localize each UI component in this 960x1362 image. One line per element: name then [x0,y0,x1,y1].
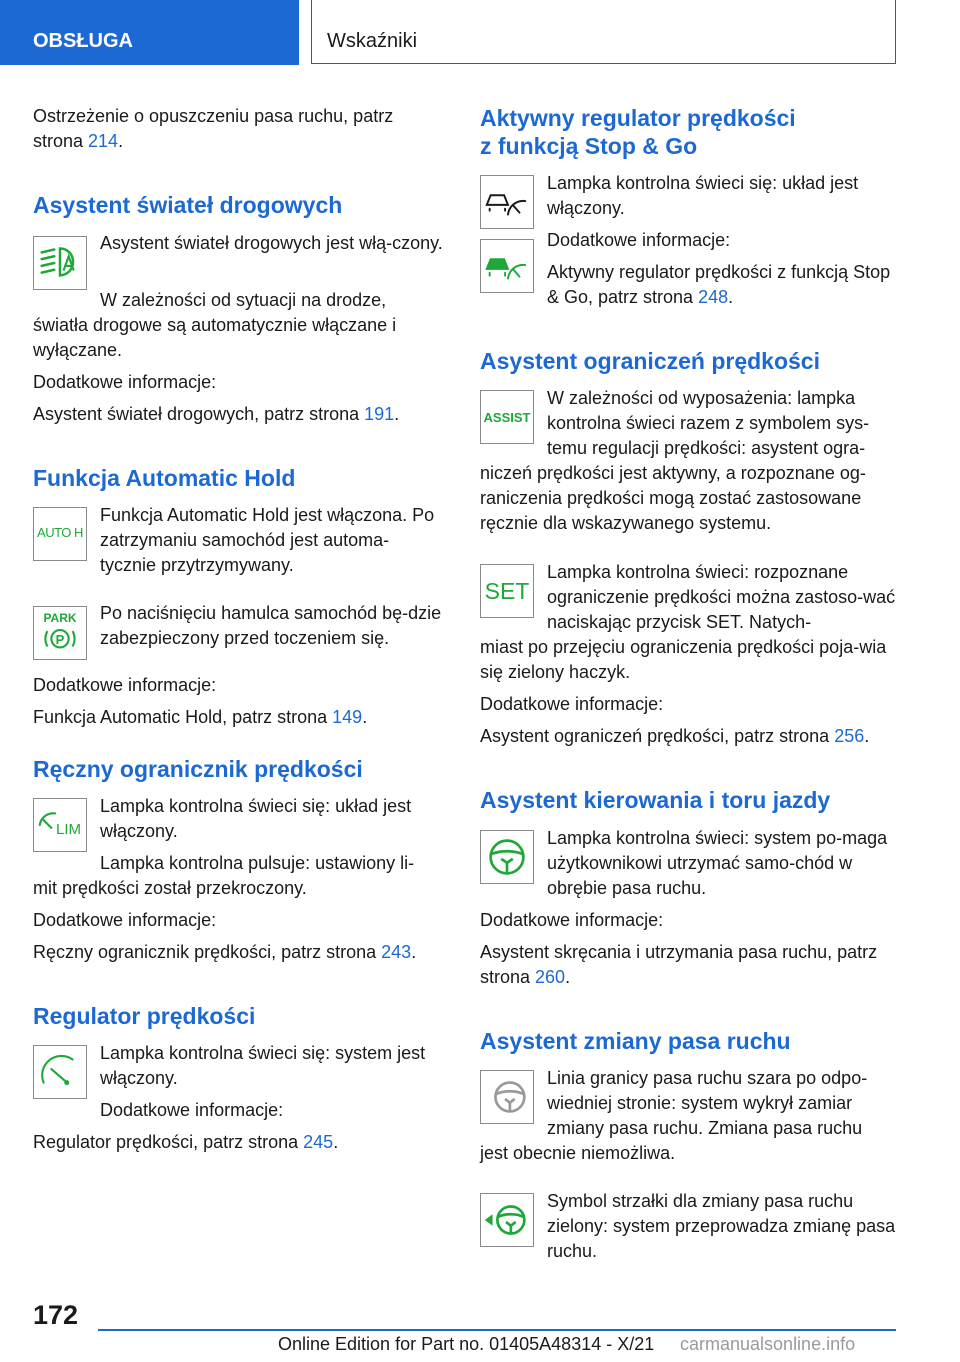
page-link[interactable]: 149 [332,707,363,727]
auto-hold-p1: Funkcja Automatic Hold jest włączona. Po zatrzymaniu samochód jest automa‐tycznie przytrzymywany. [100,505,435,575]
steering-more: Dodatkowe informacje: [480,910,664,930]
chapter-box [311,0,896,64]
page-number: 172 [33,1300,79,1330]
cruise-p1: Lampka kontrolna świeci się: system jest włączony. [100,1043,426,1088]
high-beam-p2b: światła drogowe są automatycznie włączane i wyłączane. [33,315,397,360]
manual-limiter-ref: Ręczny ogranicznik prędkości, patrz strona 243. [33,942,417,962]
section-heading-limit-assist: Asystent ograniczeń prędkości [480,348,820,374]
section-heading-steering: Asystent kierowania i toru jazdy [480,787,831,813]
chapter-title: Wskaźniki [327,30,418,52]
limit-assist-p2b: miast po przejęciu ograniczenia prędkości poja‐wia się zielony haczyk. [480,637,887,682]
manual-limiter-p2a: Lampka kontrolna pulsuje: ustawiony li‐ [100,853,415,873]
auto-hold-ref: Funkcja Automatic Hold, patrz strona 149. [33,707,368,727]
set-icon: SET [480,564,534,618]
park-brake-icon: PARK P [33,606,87,660]
steering-p1: Lampka kontrolna świeci: system po‐maga użytkownikowi utrzymać samo‐chód w obrębie pasa ruchu. [547,828,888,898]
cruise-more: Dodatkowe informacje: [100,1100,284,1120]
section-heading-manual-limiter: Ręczny ogranicznik prędkości [33,756,363,782]
section-heading-high-beam: Asystent świateł drogowych [33,192,343,218]
speed-limiter-icon: LIM [33,798,87,852]
acc-more: Dodatkowe informacje: [547,230,731,250]
manual-limiter-more: Dodatkowe informacje: [33,910,217,930]
section-heading-auto-hold: Funkcja Automatic Hold [33,465,296,491]
assist-icon: ASSIST [480,390,534,444]
acc-ref: Aktywny regulator prędkości z funkcją Stop & Go, patrz strona 248. [547,262,891,307]
cruise-ref: Regulator prędkości, patrz strona 245. [33,1132,339,1152]
auto-hold-p2: Po naciśnięciu hamulca samochód bę‐dzie zabezpieczony przed toczeniem się. [100,603,442,648]
footer-divider [98,1329,896,1331]
acc-p1: Lampka kontrolna świeci się: układ jest włączony. [547,173,859,218]
footer-edition: Online Edition for Part no. 01405A48314 - X/21 [278,1334,655,1354]
manual-limiter-p1: Lampka kontrolna świeci się: układ jest włączony. [100,796,412,841]
intro-paragraph: Ostrzeżenie o opuszczeniu pasa ruchu, patrz strona 214. [33,106,394,151]
high-beam-ref: Asystent świateł drogowych, patrz strona 191. [33,404,400,424]
section-title: OBSŁUGA [33,30,133,52]
lane-change-p1a: Linia granicy pasa ruchu szara po odpo‐wiedniej stronie: system wykrył zamiar zmiany pasa ruchu. Zmiana pasa ruchu [547,1068,868,1138]
auto-hold-more: Dodatkowe informacje: [33,675,217,695]
manual-limiter-p2b: mit prędkości został przekroczony. [33,878,307,898]
limit-assist-p2a: Lampka kontrolna świeci: rozpoznane ograniczenie prędkości można zastoso‐wać naciskając przycisk SET. Natych‐ [547,562,896,632]
auto-hold-icon: AUTO H [33,507,87,561]
steering-ref: Asystent skręcania i utrzymania pasa ruchu, patrz strona 260. [480,942,878,987]
lane-change-p1b: jest obecnie niemożliwa. [480,1143,676,1163]
watermark: carmanualsonline.info [680,1334,856,1354]
section-heading-acc-1: Aktywny regulator prędkości [480,105,796,131]
limit-assist-p1a: W zależności od wyposażenia: lampka kontrolna świeci razem z symbolem sys‐temu regulacji prędkości: asystent ogra‐ [547,388,870,458]
limit-assist-p1b: niczeń prędkości jest aktywny, a rozpoznane og‐raniczenia prędkości mogą zostać zastosowane ręcznie dla wskazywanego systemu. [480,463,866,533]
page-link[interactable]: 245 [303,1132,334,1152]
section-heading-acc-2: z funkcją Stop & Go [480,133,698,159]
page-link[interactable]: 214 [88,131,119,151]
section-heading-cruise: Regulator prędkości [33,1003,256,1029]
limit-assist-more: Dodatkowe informacje: [480,694,664,714]
lane-change-p2: Symbol strzałki dla zmiany pasa ruchu zielony: system przeprowadza zmianę pasa ruchu. [547,1191,896,1261]
page-link[interactable]: 260 [535,967,566,987]
section-tab [0,0,299,65]
limit-assist-ref: Asystent ograniczeń prędkości, patrz strona 256. [480,726,870,746]
section-heading-lane-change: Asystent zmiany pasa ruchu [480,1028,791,1054]
page-link[interactable]: 191 [364,404,395,424]
page-link[interactable]: 256 [834,726,865,746]
high-beam-more: Dodatkowe informacje: [33,372,217,392]
page-link[interactable]: 248 [698,287,729,307]
high-beam-p1: Asystent świateł drogowych jest włą‐czony. [100,233,443,253]
page-link[interactable]: 243 [381,942,412,962]
high-beam-p2a: W zależności od sytuacji na drodze, [100,290,387,310]
